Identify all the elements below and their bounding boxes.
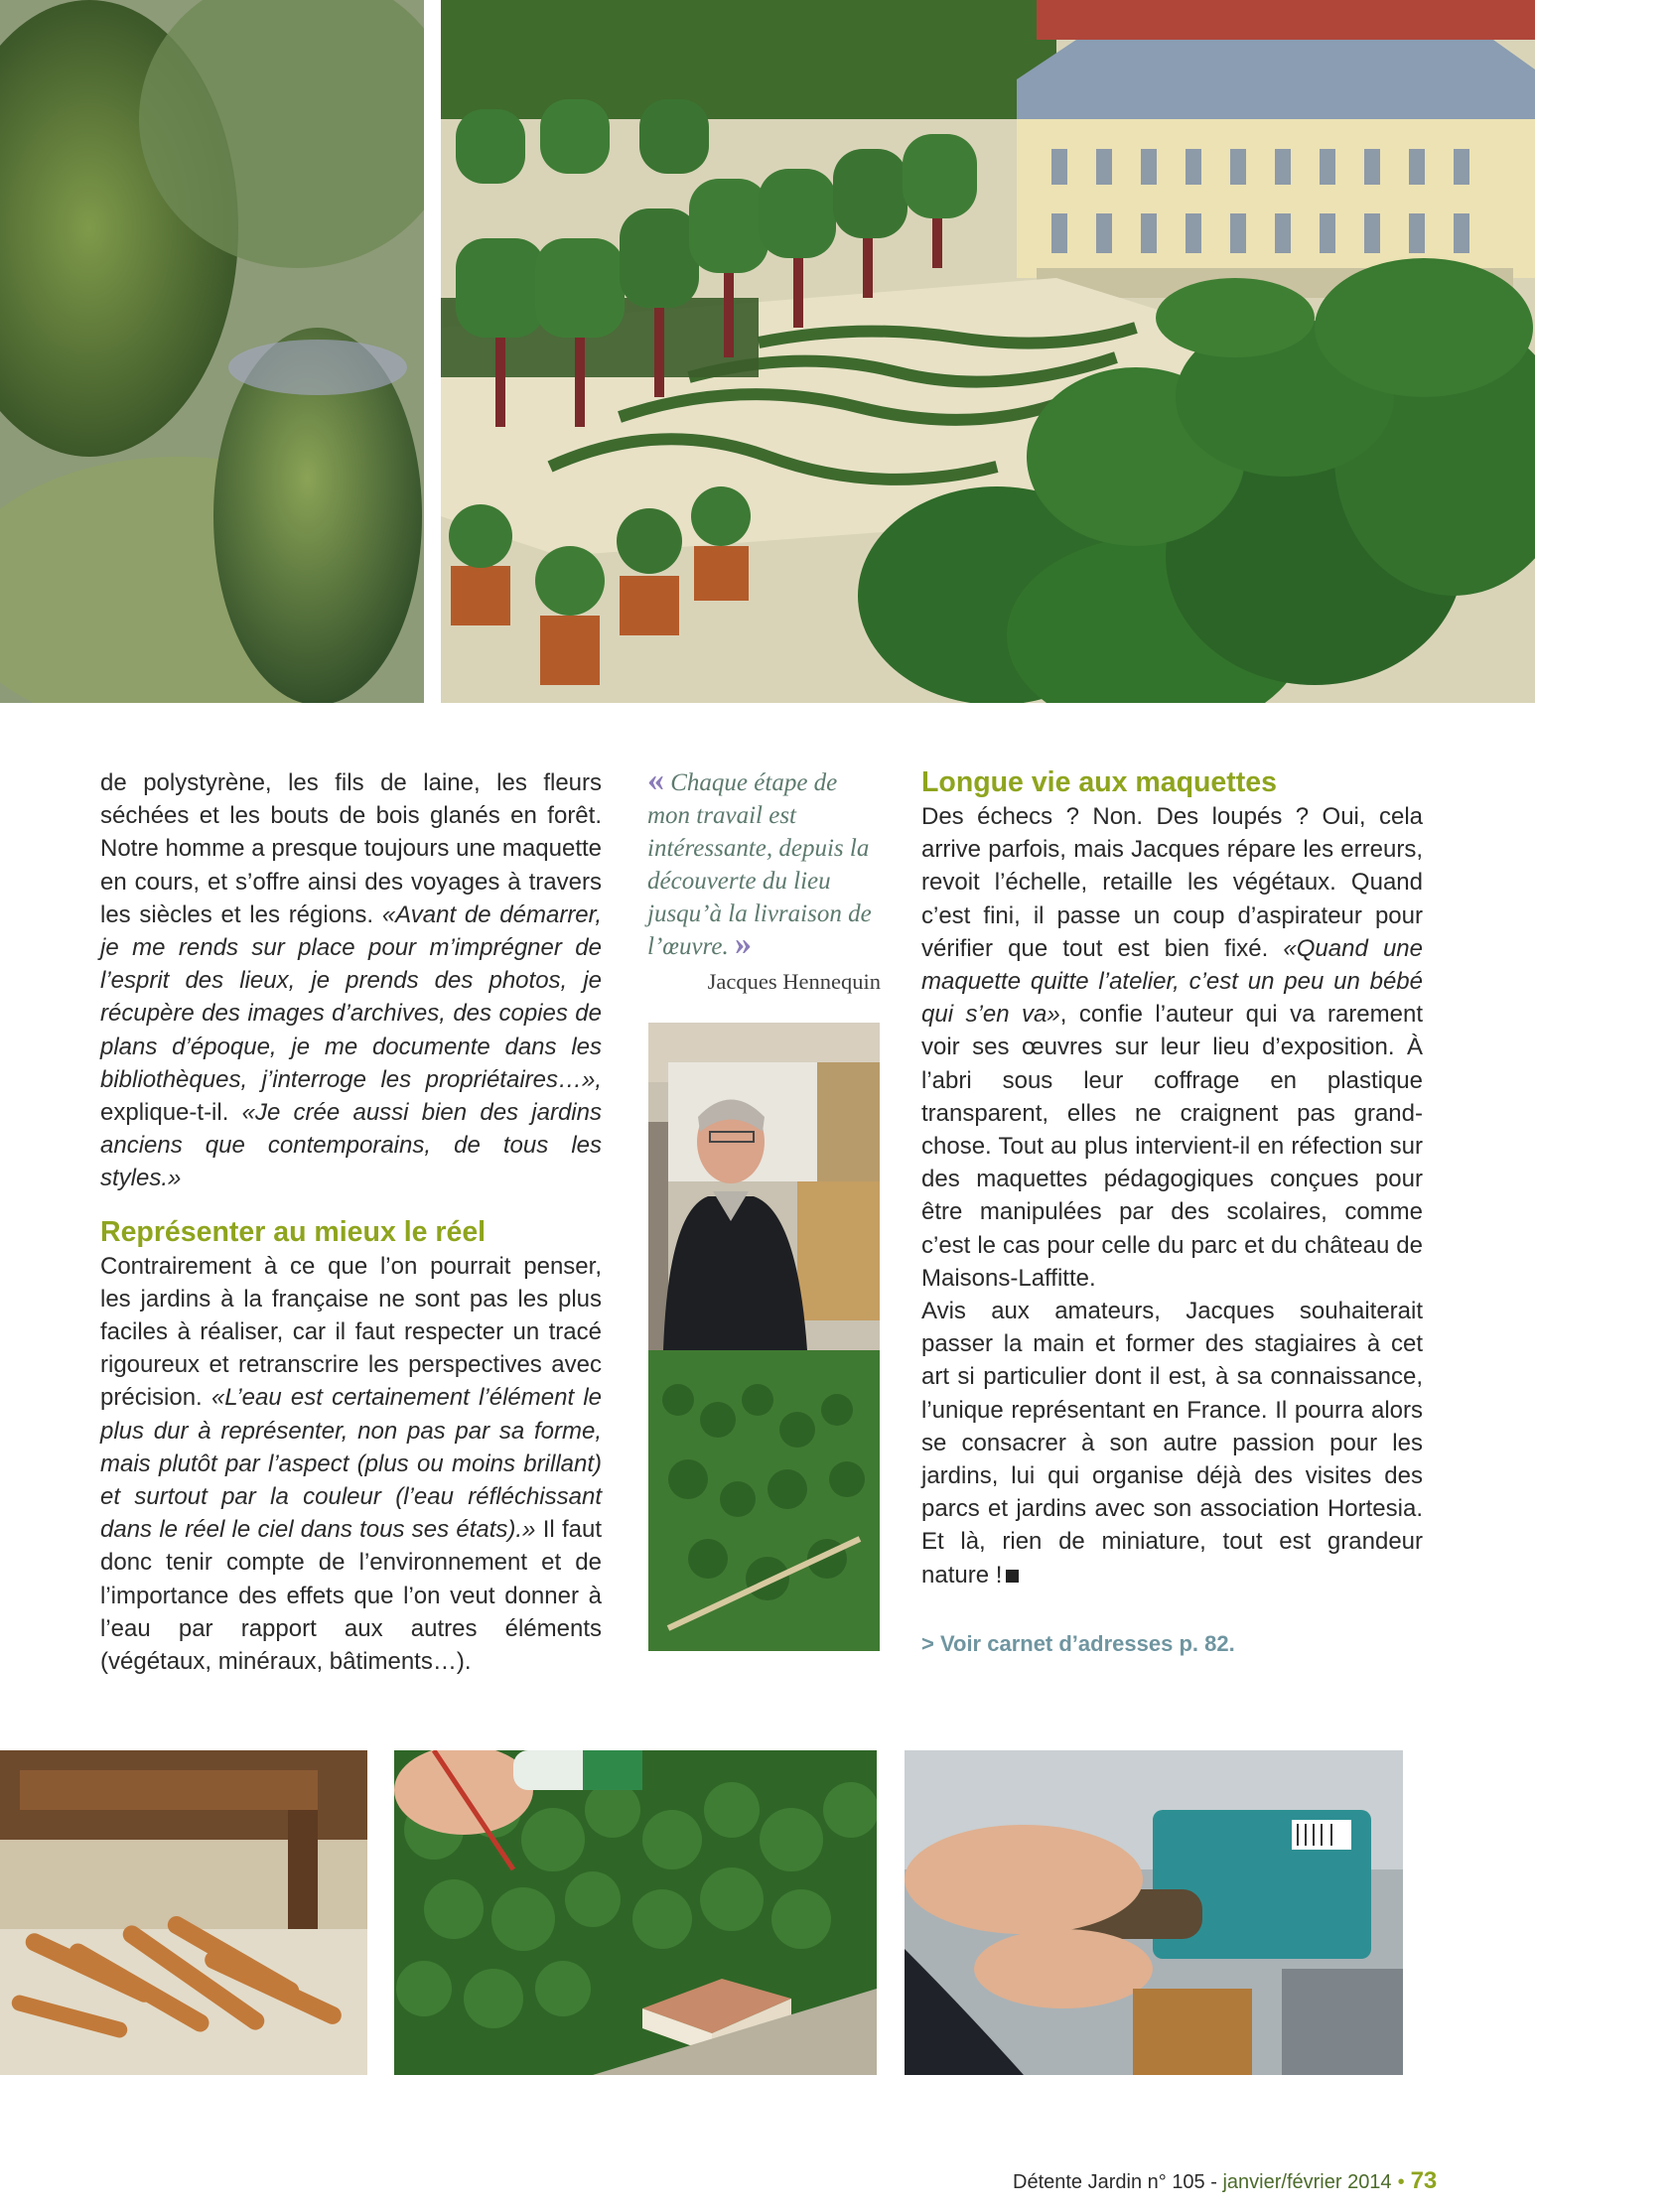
close-quote-mark: » [734,925,752,962]
quote-span: «L’eau est certainement l’élément le plus dur à représenter, non pas par sa forme, mais plutôt par l’aspect (plus ou moins brillant) et surtout par la couleur (l’eau réfléchissant dans le réel le ciel dans tous ses états).» [100,1384,602,1544]
text-span: Contrairement à ce que l’on pourrait penser, les jardins à la française ne sont pas les plus faciles à réaliser, car il faut respecter un tracé rigoureux et retranscrire les perspectives avec précision. [100,1252,602,1412]
pull-quote-text: Chaque étape de mon travail est intéressante, depuis la découverte du lieu jusqu’à la livraison de l’œuvre. [647,769,872,960]
column-left [100,766,602,1678]
text-span: Des échecs ? Non. Des loupés ? Oui, cela arrive parfois, mais Jacques répare les erreurs, revoit l’échelle, retaille les végétaux. Quand c’est fini, il passe un coup d’aspirateur pour vérifier que tout est bien fixé. [921,803,1423,962]
paragraph [100,766,602,1195]
pull-quote-author: Jacques Hennequin [707,969,881,994]
column-right [921,764,1423,1591]
topiary-closeup-photo [0,0,424,703]
issue-date: janvier/février 2014 [1222,2171,1392,2193]
section-heading: Représenter au mieux le réel [100,1215,487,1248]
quote-span: «Quand une maquette quitte l’atelier, c’est un peu un bébé qui s’en va» [921,934,1424,1029]
footer-bullet: • [1397,2171,1405,2193]
address-reference: > Voir carnet d’adresses p. 82. [921,1631,1235,1656]
page-footer [1013,2167,1437,2195]
page-number: 73 [1410,2167,1438,2194]
tools-photo [0,1750,367,2075]
chateau-garden-model-photo [441,0,1535,703]
paragraph [921,1295,1423,1591]
end-mark-icon [1006,1570,1019,1583]
pull-quote [647,761,881,998]
quote-span: «Avant de démarrer, je me rends sur place pour m’imprégner de l’esprit des lieux, je prends des photos, je récupère des images d’archives, des copies de plans d’époque, je me documente dans les bibliothèques, j’interroge les propriétaires…», [100,900,602,1093]
magazine-name: Détente Jardin n° 105 - [1013,2171,1223,2193]
text-span: explique-t-il. [100,1099,242,1127]
text-span: Il faut donc tenir compte de l’environnement et de l’importance des effets que l’on veut donner à l’eau par rapport aux autres éléments (végétaux, minéraux, bâtiments…). [100,1516,602,1676]
paragraph [100,1250,602,1679]
lathe-photo [905,1750,1403,2075]
quote-span: «Je crée aussi bien des jardins anciens que contemporains, de tous les styles.» [100,1099,602,1192]
section-heading: Longue vie aux maquettes [921,766,1277,798]
open-quote-mark: « [647,761,664,798]
text-span: de polystyrène, les fils de laine, les fleurs séchées et les bouts de bois glanés en forêt. Notre homme a presque toujours une maquette en cours, et s’offre ainsi des voyages à travers les siècles et les régions. [100,769,602,928]
text-span: , confie l’auteur qui va rarement voir ses œuvres sur leur lieu d’exposition. À l’abri sous leur coffrage en plastique transparent, elles ne craignent pas grand-chose. Tout au plus intervient-il en réfection sur des maquettes pédagogiques conçues pour être manipulées par des scolaires, comme c’est le cas pour celle du parc et du château de Maisons-Laffitte. [921,1001,1423,1292]
text-span: Avis aux amateurs, Jacques souhaiterait passer la main et former des stagiaires à cet art si particulier dont il est, à sa connaissance, l’unique représentant en France. Il pourra alors se consacrer à son autre passion pour les jardins, lui qui organise déjà des visites des parcs et jardins avec son association Hortesia. Et là, rien de miniature, tout est grandeur nature ! [921,1298,1423,1589]
trees-model-photo [394,1750,877,2075]
portrait-photo [648,1023,880,1651]
paragraph [921,800,1423,1295]
